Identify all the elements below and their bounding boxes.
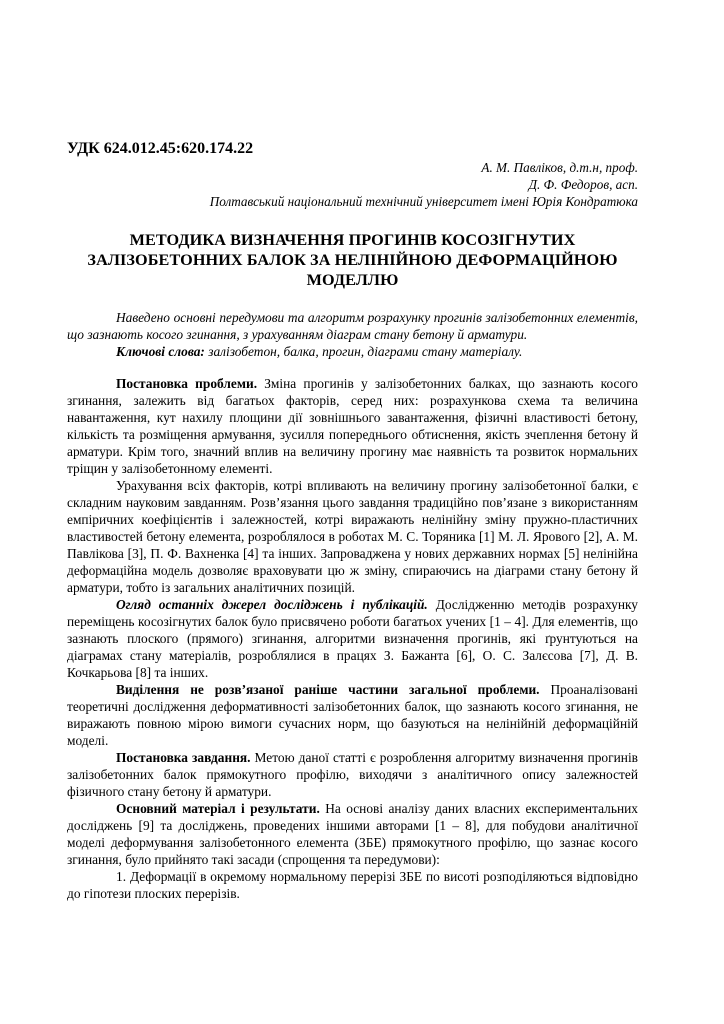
section-review-text: Дослідженню методів розрахунку переміщень косозігнутих балок було присвячено роботи багатьох учених [1 – 4]. Для елементів, що зазнають плоского (прямого) згинання, алгоритми визначення прогинів, які ґрунтуються на діаграмах стану матеріалів, розроблялися в працях З. Бажанта [6], О. С. Залєсова [7], Д. В. Кочкарьова [8] та інших.	[67, 597, 638, 680]
section-task-heading: Постановка завдання.	[116, 750, 251, 765]
paper-page	[67, 139, 638, 902]
section-problem-heading: Постановка проблеми.	[116, 376, 258, 391]
list-item-1: 1. Деформації в окремому нормальному перерізі ЗБЕ по висоті розподіляються відповідно до гіпотези плоских перерізів.	[67, 869, 638, 901]
paper-title	[67, 230, 638, 290]
title-line-2: ЗАЛІЗОБЕТОННИХ БАЛОК ЗА НЕЛІНІЙНОЮ ДЕФОРМАЦІЙНОЮ	[87, 251, 618, 269]
abstract: Наведено основні передумови та алгоритм розрахунку прогинів залізобетонних елементів, що зазнають косого згинання, з урахуванням діаграм стану бетону й арматури.	[67, 310, 638, 342]
section-unsolved-text: Проаналізовані теоретичні дослідження деформативності залізобетонних балок, що зазнають косого згинання, не виражають повною мірою вимоги сучасних норм, що базуються на нелінійній деформаційній моделі.	[67, 682, 638, 748]
section-review	[67, 596, 638, 681]
section-factors: Урахування всіх факторів, котрі впливають на величину прогину залізобетонної балки, є складним науковим завданням. Розв’язання цього завдання традиційно пов’язане з використанням емпіричних коефіцієнтів і залежностей, котрі виражають нелінійну зміну пружно-пластичних властивостей бетону елемента, розроблялося в роботах М. С. Торяника [1] М. Л. Ярового [2], А. М. Павлікова [3], П. Ф. Вахненка [4] та інших. Запроваджена у нових державних нормах [5] нелінійна деформаційна модель дозволяє враховувати цю ж зміну, спираючись на діаграми стану бетону й арматури, тобто із загальних аналітичних позицій.	[67, 478, 638, 595]
keywords-label: Ключові слова:	[116, 344, 205, 359]
section-review-heading: Огляд останніх джерел досліджень і публікацій.	[116, 597, 428, 612]
title-line-3: МОДЕЛЛЮ	[306, 271, 399, 289]
author-1: А. М. Павліков, д.т.н, проф.	[481, 160, 638, 175]
section-task-text: Метою даної статті є розроблення алгоритму визначення прогинів залізобетонних балок прямокутного профілю, виходячи з аналітичного опису залежностей фізичного стану бетону й арматури.	[67, 750, 638, 799]
section-problem	[67, 375, 638, 477]
udk-code: УДК 624.012.45:620.174.22	[67, 140, 254, 157]
keywords	[67, 343, 638, 360]
section-problem-text: Зміна прогинів у залізобетонних балках, що зазнають косого згинання, залежить від багатьох факторів, серед них: розрахункова схема та величина навантаження, кут нахилу площини дії зовнішнього завантаження, фізичні властивості бетону, кількість та розміщення армування, зусилля попереднього обтиснення, якість зчеплення бетону й арматури. Крім того, значний вплив на величину прогину має наявність та розвиток нормальних тріщин у залізобетонному елементі.	[67, 376, 638, 476]
section-unsolved-heading: Виділення не розв’язаної раніше частини загальної проблеми.	[116, 682, 540, 697]
section-main	[67, 800, 638, 868]
author-2: Д. Ф. Федоров, асп.	[528, 177, 638, 192]
section-main-heading: Основний матеріал і результати.	[116, 801, 320, 816]
section-unsolved	[67, 681, 638, 749]
keywords-text: залізобетон, балка, прогин, діаграми стану матеріалу.	[204, 344, 523, 359]
title-line-1: МЕТОДИКА ВИЗНАЧЕННЯ ПРОГИНІВ КОСОЗІГНУТИХ	[129, 231, 576, 249]
affiliation: Полтавський національний технічний університет імені Юрія Кондратюка	[209, 194, 638, 209]
authors-block	[67, 159, 638, 210]
section-main-text: На основі аналізу даних власних експериментальних досліджень [9] та досліджень, проведених іншими авторами [1 – 8], для побудови аналітичної моделі деформування залізобетонного елемента (ЗБЕ) прямокутного профілю, що зазнає косого згинання, було прийнято такі засади (спрощення та передумови):	[67, 801, 638, 867]
section-task	[67, 749, 638, 800]
